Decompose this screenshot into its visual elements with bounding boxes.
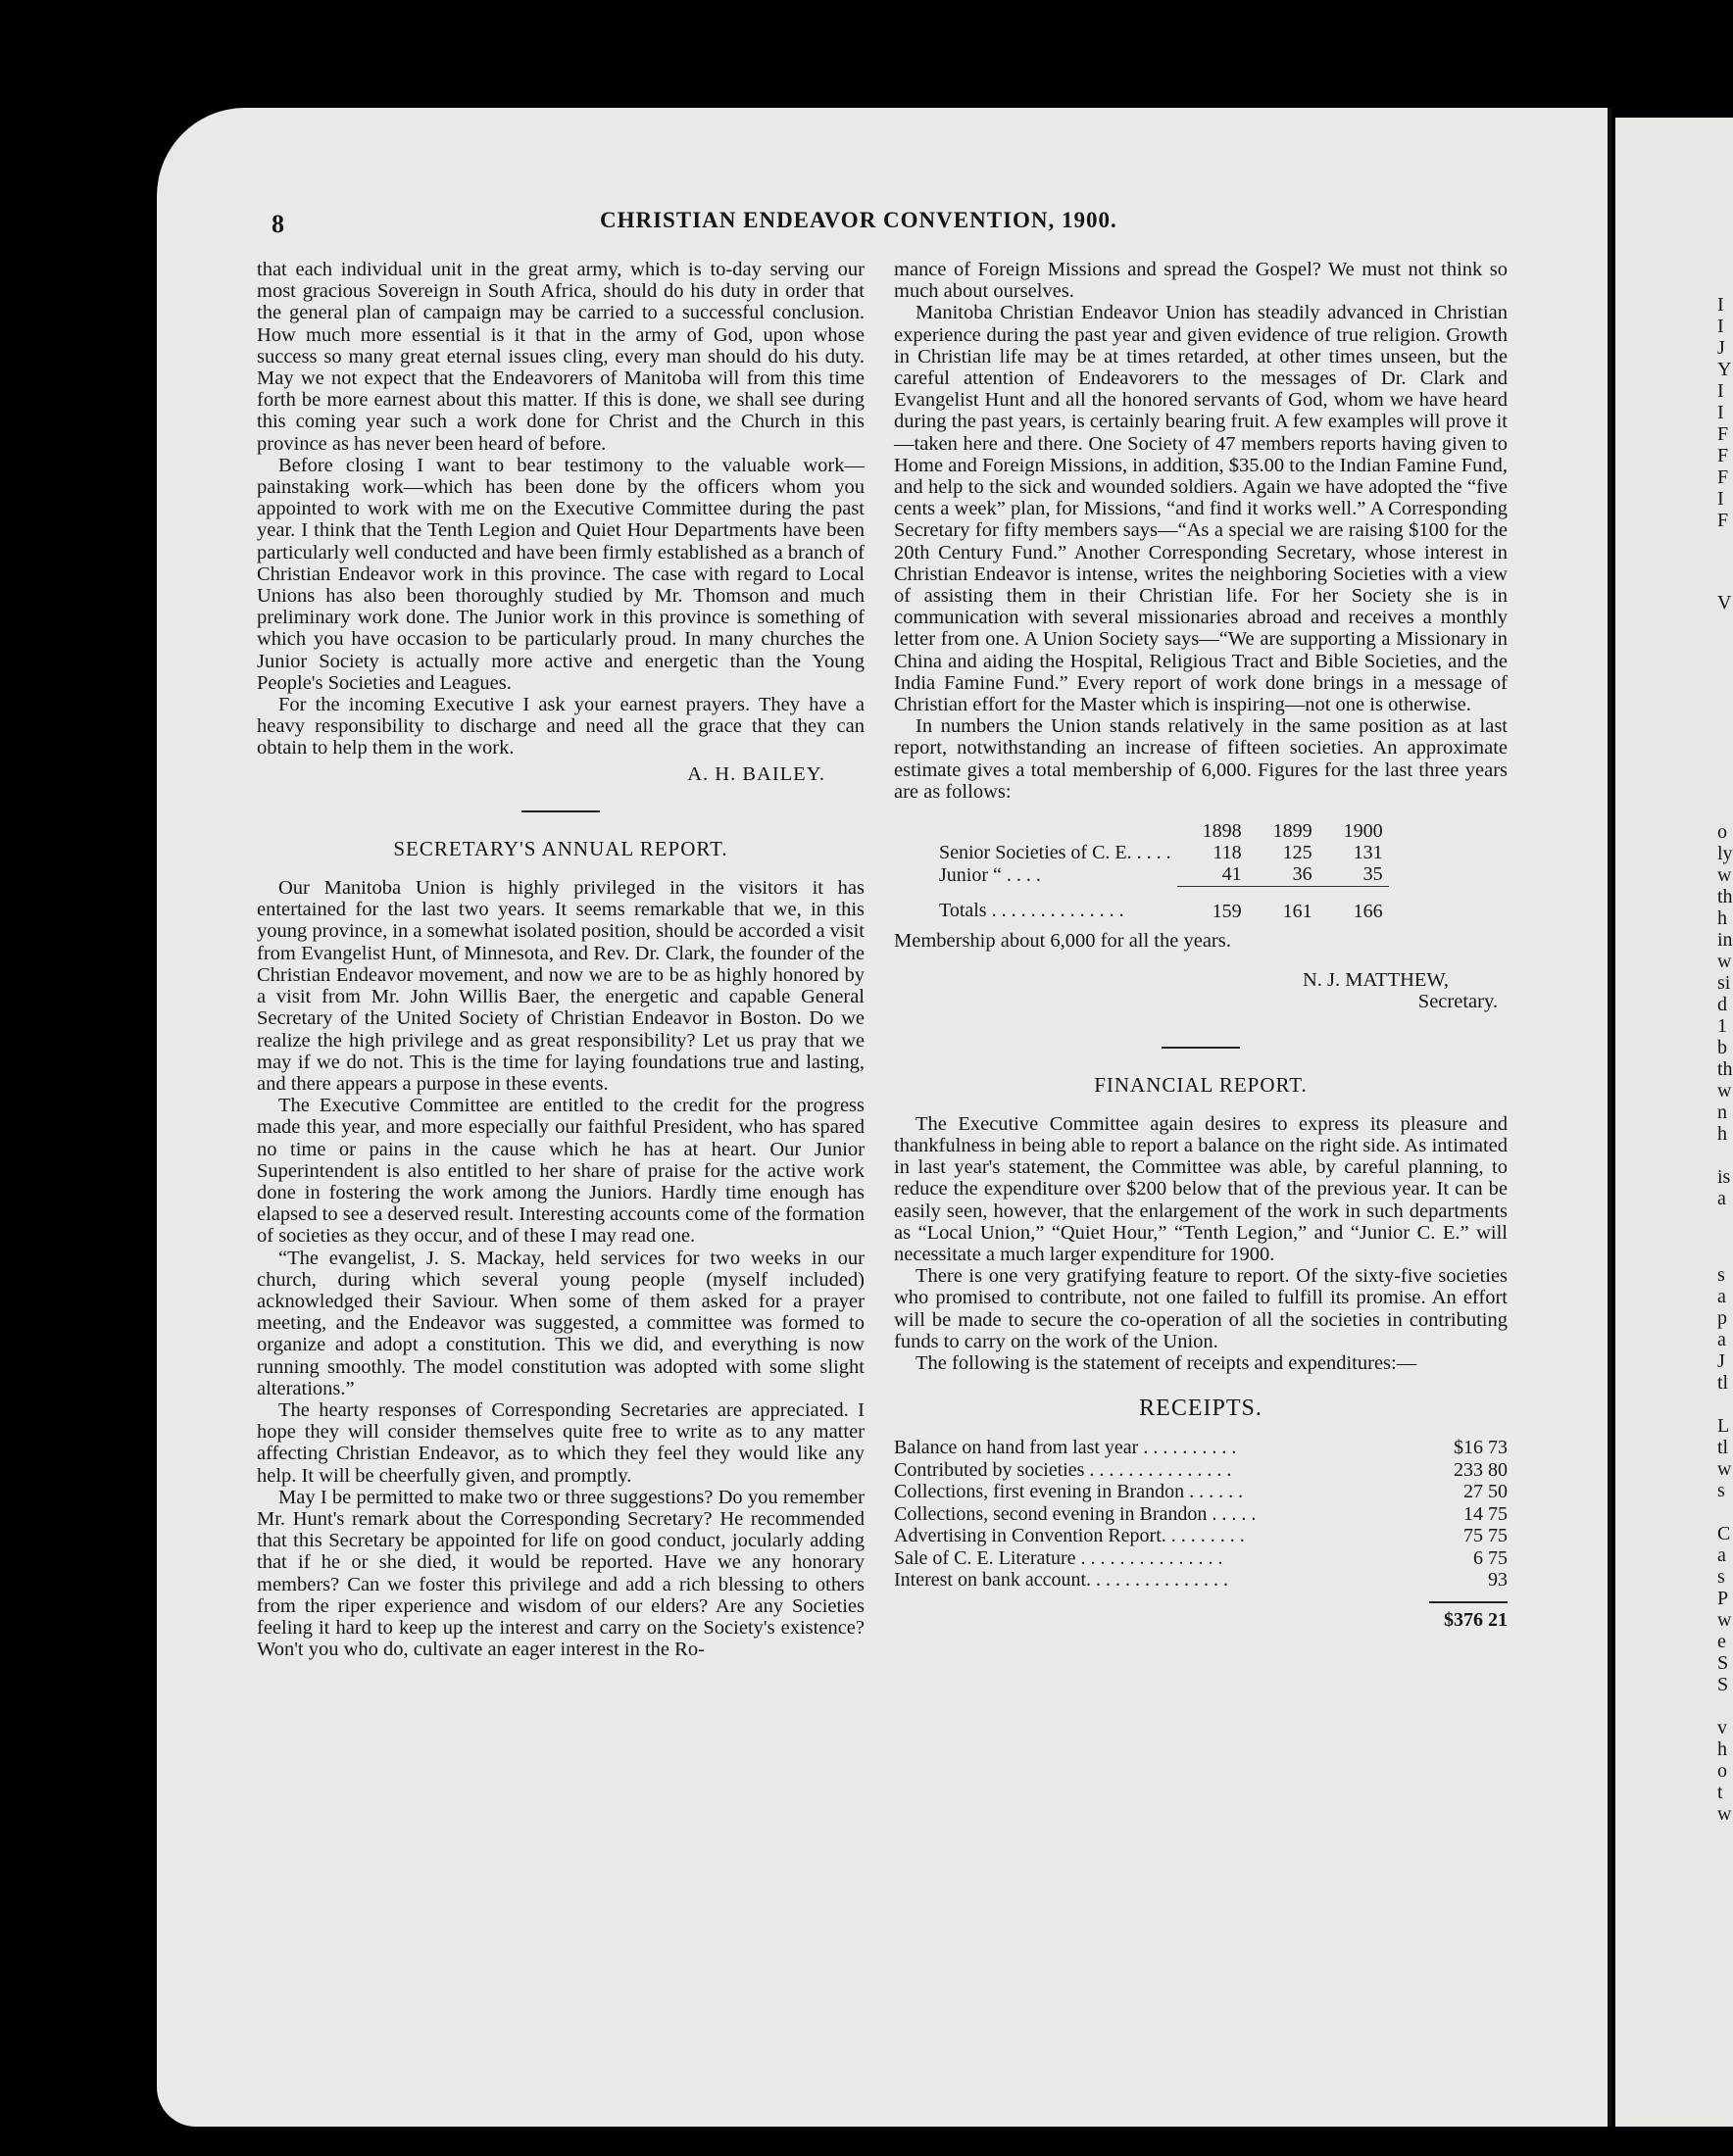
margin-fragment: J <box>1717 337 1725 359</box>
receipts-total-block <box>894 1601 1508 1631</box>
margin-fragment: L <box>1717 1415 1730 1437</box>
secretary-paragraph-1: Our Manitoba Union is highly privileged in the visitors it has entertained for the last two years. It seems remarkable that we, in this young province, in a somewhat isolated position, should be accorded a visit from Evangelist Hunt, of Minnesota, and Rev. Dr. Clark, the founder of the Christian Endeavor movement, and now we are to be as highly honored by a visit from Mr. John Willis Baer, the energetic and capable General Secretary of the United Society of Christian Endeavor in Boston. Do we realize the high privilege and as great responsibility? Let us pray that we may if we do not. This is the time for laying foundations true and lasting, and there appears a purpose in these events. <box>257 877 865 1095</box>
margin-fragment: o <box>1717 821 1727 843</box>
margin-fragment: tl <box>1717 1372 1729 1394</box>
list-item <box>894 1569 1508 1592</box>
receipts-total: $376 21 <box>1444 1608 1508 1631</box>
margin-fragment: h <box>1717 1739 1727 1760</box>
right-column <box>894 259 1508 1631</box>
section-divider <box>521 810 600 812</box>
margin-fragment: n <box>1717 1102 1727 1123</box>
numbers-paragraph: In numbers the Union stands relatively in the same position as at last report, notwithstanding an increase of fifteen societies. An approximate estimate gives a total membership of 6,000. Figures for the last three years are as follows: <box>894 715 1508 803</box>
table-totals-row <box>933 886 1389 922</box>
margin-fragment: P <box>1717 1588 1729 1609</box>
margin-fragment: I <box>1717 402 1724 423</box>
margin-fragment: F <box>1717 466 1729 488</box>
year-1900: 1900 <box>1343 820 1383 843</box>
margin-fragment: w <box>1717 1458 1732 1480</box>
margin-fragment: I <box>1717 316 1724 337</box>
running-title: CHRISTIAN ENDEAVOR CONVENTION, 1900. <box>600 208 1117 232</box>
margin-fragment: C <box>1717 1523 1731 1544</box>
financial-paragraph-2: There is one very gratifying feature to report. Of the sixty-five societies who promised to contribute, not one failed to fulfill its promise. An effort will be made to secure the co-operation of all the societies in contributing funds to carry on the work of the Union. <box>894 1265 1508 1352</box>
margin-fragment: ly <box>1717 843 1733 864</box>
membership-table <box>894 820 1508 922</box>
table-row <box>933 863 1389 886</box>
financial-paragraph-3: The following is the statement of receipts and expenditures:— <box>916 1351 1417 1374</box>
list-item <box>894 1503 1508 1526</box>
margin-fragment: tl <box>1717 1437 1729 1458</box>
membership-note: Membership about 6,000 for all the years. <box>894 929 1231 952</box>
margin-fragment: p <box>1717 1307 1727 1329</box>
senior-1900: 131 <box>1353 842 1383 864</box>
margin-fragment: w <box>1717 1080 1732 1102</box>
margin-fragment: w <box>1717 1803 1732 1825</box>
totals-label: Totals . . . . . . . . . . . . . . <box>939 900 1124 922</box>
margin-fragment: o <box>1717 1760 1727 1782</box>
margin-fragment: th <box>1717 1058 1733 1080</box>
secretary-signature: N. J. MATTHEW, <box>1302 969 1449 992</box>
secretary-title: Secretary. <box>1417 991 1498 1013</box>
continued-paragraph: mance of Foreign Missions and spread the Gospel? We must not think so much about ourselves. <box>894 259 1508 303</box>
junior-1898: 41 <box>1221 863 1242 886</box>
margin-fragment: th <box>1717 886 1733 907</box>
growth-paragraph: Manitoba Christian Endeavor Union has steadily advanced in Christian experience during the past year and given evidence of true religion. Growth in Christian life may be at times retarded, at other times unseen, but the careful attention of Endeavorers to the messages of Dr. Clark and Evangelist Hunt and all the honored servants of God, whom we have heard during the past years, is certainly bearing fruit. A few examples will prove it—taken here and there. One Society of 47 members reports having given to Home and Foreign Missions, in addition, $35.00 to the Indian Famine Fund, and help to the sick and wounded soldiers. Again we have adopted the “five cents a week” plan, for Missions, “and find it works well.” A Corresponding Secretary for fifty members says—“As a special we are raising $100 for the 20th Century Fund.” Another Corresponding Secretary, whose interest in Christian Endeavor is intense, writes the neighboring Societies with a view of assisting them in their Christian life. For her Society she is in communication with several missionaries abroad and receives a monthly letter from one. A Union Society says—“We are supporting a Missionary in China and aiding the Hospital, Religious Tract and Bible Societies, and the India Famine Fund.” Every report of work done brings in a message of Christian effort for the Master which is inspiring—not one is otherwise. <box>894 302 1508 716</box>
receipt-amount: $16 73 <box>1454 1437 1508 1459</box>
margin-fragment: F <box>1717 423 1729 445</box>
year-1898: 1898 <box>1202 820 1242 843</box>
list-item <box>894 1547 1508 1570</box>
table-row <box>933 842 1389 863</box>
margin-fragment: w <box>1717 1609 1732 1631</box>
receipt-amount: 14 75 <box>1463 1502 1508 1525</box>
margin-fragment: S <box>1717 1652 1729 1674</box>
prayer-paragraph: For the incoming Executive I ask your earnest prayers. They have a heavy responsibility to discharge and need all the grace that they can obtain to help them in the work. <box>257 694 865 760</box>
senior-1899: 125 <box>1282 842 1312 864</box>
margin-fragment: I <box>1717 488 1724 510</box>
margin-fragment: e <box>1717 1631 1726 1652</box>
totals-1899: 161 <box>1248 886 1318 922</box>
financial-report-heading: FINANCIAL REPORT. <box>1094 1072 1308 1097</box>
receipts-heading: RECEIPTS. <box>1139 1396 1263 1422</box>
next-page-edge <box>1615 118 1733 2127</box>
receipt-item: Advertising in Convention Report. . . . . . . . . <box>894 1525 1245 1547</box>
margin-fragment: s <box>1717 1566 1725 1588</box>
list-item <box>894 1481 1508 1503</box>
receipt-amount: 75 75 <box>1463 1525 1508 1547</box>
senior-label: Senior Societies of C. E. . . . . <box>939 842 1171 864</box>
margin-fragment: in <box>1717 929 1733 951</box>
margin-fragment: a <box>1717 1188 1726 1209</box>
list-item <box>894 1525 1508 1547</box>
receipt-item: Collections, first evening in Brandon . . . . . . <box>894 1481 1244 1503</box>
section-divider <box>1162 1047 1240 1049</box>
margin-fragment: is <box>1717 1166 1731 1188</box>
margin-fragment: V <box>1717 592 1732 613</box>
junior-label: Junior “ . . . . <box>939 863 1041 886</box>
receipt-item: Balance on hand from last year . . . . . . . . . . <box>894 1437 1237 1459</box>
receipt-amount: 233 80 <box>1454 1458 1508 1481</box>
margin-fragment: h <box>1717 1123 1727 1145</box>
president-signature: A. H. BAILEY. <box>687 762 825 785</box>
receipt-amount: 27 50 <box>1463 1481 1508 1503</box>
margin-fragment: v <box>1717 1717 1727 1739</box>
margin-fragment: s <box>1717 1264 1725 1286</box>
table-header-row <box>933 820 1389 842</box>
margin-fragment: w <box>1717 864 1732 886</box>
margin-fragment: I <box>1717 380 1724 402</box>
margin-fragment: a <box>1717 1286 1726 1307</box>
receipt-item: Sale of C. E. Literature . . . . . . . . . . . . . . . <box>894 1546 1223 1569</box>
margin-fragment: S <box>1717 1674 1729 1695</box>
receipt-item: Interest on bank account. . . . . . . . . . . . . . . <box>894 1569 1229 1592</box>
receipt-item: Collections, second evening in Brandon . . . . . <box>894 1502 1257 1525</box>
receipt-amount: 6 75 <box>1473 1546 1508 1569</box>
margin-fragment: 1 <box>1717 1015 1727 1037</box>
margin-fragment: w <box>1717 951 1732 972</box>
list-item <box>894 1459 1508 1482</box>
page-number: 8 <box>272 210 284 238</box>
margin-fragment: a <box>1717 1329 1726 1350</box>
left-column <box>257 259 865 1660</box>
margin-fragment: I <box>1717 294 1724 316</box>
secretary-paragraph-4: The hearty responses of Corresponding Secretaries are appreciated. I hope they will consider themselves quite free to write as to any matter affecting Christian Endeavor, as to which they feel they would like any help. It will be cheerfully given, and promptly. <box>257 1398 865 1487</box>
margin-fragment: d <box>1717 994 1727 1015</box>
margin-fragment: t <box>1717 1782 1723 1803</box>
secretary-report-heading: SECRETARY'S ANNUAL REPORT. <box>393 836 728 860</box>
page-gutter-line <box>1608 108 1611 2127</box>
margin-fragment: F <box>1717 510 1729 531</box>
totals-1900: 166 <box>1318 886 1389 922</box>
financial-paragraph-1: The Executive Committee again desires to express its pleasure and thankfulness in being able to report a balance on the right side. As intimated in last year's statement, the Committee was able, by careful planning, to reduce the expenditure over $200 below that of the previous year. It can be easily seen, however, that the enlargement of the work in such departments as “Local Union,” “Quiet Hour,” “Tenth Legion,” and “Junior C. E.” will necessitate a much larger expenditure for 1900. <box>894 1112 1508 1265</box>
receipt-amount: 93 <box>1488 1569 1508 1592</box>
receipts-list <box>894 1437 1508 1592</box>
margin-fragment: b <box>1717 1037 1727 1058</box>
receipt-item: Contributed by societies . . . . . . . . . . . . . . . <box>894 1458 1232 1481</box>
totals-1898: 159 <box>1177 886 1248 922</box>
junior-1900: 35 <box>1362 863 1383 886</box>
junior-1899: 36 <box>1292 863 1312 886</box>
margin-fragment: h <box>1717 907 1727 929</box>
secretary-paragraph-5: May I be permitted to make two or three suggestions? Do you remember Mr. Hunt's remark about the Corresponding Secretary? He recommended that this Secretary be appointed for life on good conduct, jocularly adding that if he or she died, it would be reported. Have we any honorary members? Can we foster this privilege and add a rich blessing to others from the riper experience and wisdom of our elders? Are any Societies feeling it hard to keep up the interest and carry on the Society's existence? Won't you who do, cultivate an eager interest in the Ro- <box>257 1486 865 1661</box>
senior-1898: 118 <box>1213 842 1242 864</box>
margin-fragment: si <box>1717 972 1731 994</box>
margin-fragment: J <box>1717 1350 1725 1372</box>
secretary-paragraph-3: “The evangelist, J. S. Mackay, held services for two weeks in our church, during which several young people (myself included) acknowledged their Saviour. When some of them asked for a prayer meeting, and the Endeavor was suggested, a committee was formed to organize and adopt a constitution. This we did, and everything is now running smoothly. The model constitution was adopted with some slight alterations.” <box>257 1247 865 1399</box>
margin-fragment: s <box>1717 1480 1725 1501</box>
list-item <box>894 1437 1508 1459</box>
margin-fragment: a <box>1717 1544 1726 1566</box>
total-rule <box>1429 1601 1508 1603</box>
year-1899: 1899 <box>1272 820 1312 843</box>
closing-paragraph: Before closing I want to bear testimony to the valuable work—painstaking work—which has been done by the officers whom you appointed to work with me on the Executive Committee during the past year. I think that the Tenth Legion and Quiet Hour Departments have been particularly well conducted and have been firmly established as a branch of Christian Endeavor work in this province. The case with regard to Local Unions has also been thoroughly studied by Mr. Thomson and much preliminary work done. The Junior work in this province is something of which you have occasion to be particularly proud. In many churches the Junior Society is actually more active and energetic than the Young People's Societies and Leagues. <box>257 454 865 694</box>
margin-fragment: Y <box>1717 359 1732 380</box>
secretary-paragraph-2: The Executive Committee are entitled to the credit for the progress made this year, and more especially our faithful President, who has spared no time or pains in the cause which he has at heart. Our Junior Superintendent is also entitled to her share of praise for the active work done in fostering the work among the Juniors. Hardly time enough has elapsed to see a deserved result. Interesting accounts come of the formation of societies as they occur, and of these I may read one. <box>257 1095 865 1248</box>
margin-fragment: F <box>1717 445 1729 466</box>
intro-paragraph: that each individual unit in the great army, which is to-day serving our most gracious Sovereign in South Africa, should do his duty in order that the general plan of campaign may be carried to a successful conclusion. How much more essential is it that in the army of God, upon whose success so many great eternal issues cling, every man should do his duty. May we not expect that the Endeavorers of Manitoba will from this time forth be more earnest about this matter. If this is done, we shall see during this coming year such a work done for Christ and the Church in this province as has never been heard of before. <box>257 259 865 455</box>
